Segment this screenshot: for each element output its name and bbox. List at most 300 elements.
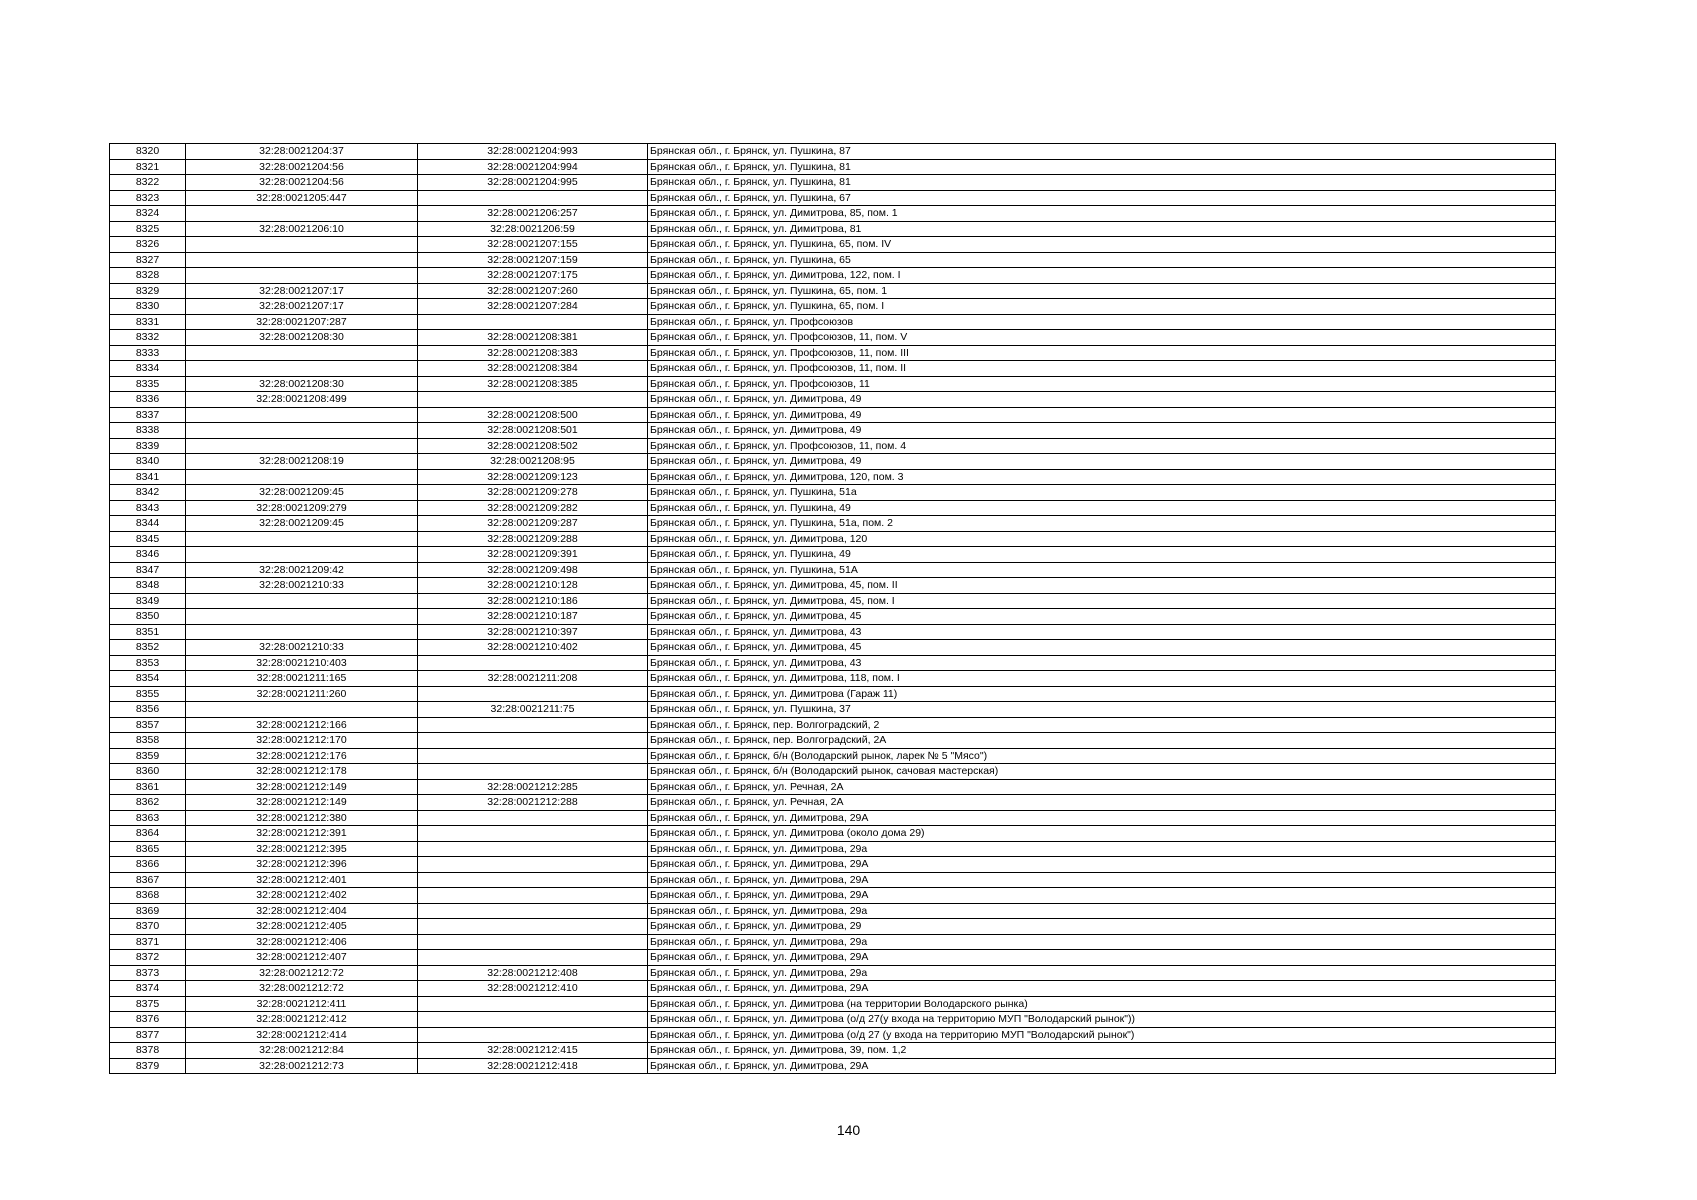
parcel-number-cell: 32:28:0021212:396 — [186, 857, 418, 873]
row-number-cell: 8333 — [110, 345, 186, 361]
table-row — [110, 531, 1556, 547]
row-number-cell: 8343 — [110, 500, 186, 516]
parcel-number-cell — [186, 531, 418, 547]
parcel-number-cell: 32:28:0021212:406 — [186, 934, 418, 950]
parcel-number-cell: 32:28:0021212:176 — [186, 748, 418, 764]
parcel-number-cell — [186, 423, 418, 439]
object-number-cell: 32:28:0021211:208 — [418, 671, 648, 687]
row-number-cell: 8350 — [110, 609, 186, 625]
parcel-number-cell: 32:28:0021212:414 — [186, 1027, 418, 1043]
address-cell: Брянская обл., г. Брянск, ул. Димитрова, 49 — [648, 407, 1556, 423]
parcel-number-cell: 32:28:0021207:17 — [186, 283, 418, 299]
table-row — [110, 1058, 1556, 1074]
object-number-cell: 32:28:0021207:175 — [418, 268, 648, 284]
object-number-cell — [418, 950, 648, 966]
address-cell: Брянская обл., г. Брянск, ул. Димитрова, 43 — [648, 655, 1556, 671]
address-cell: Брянская обл., г. Брянск, ул. Димитрова, 29А — [648, 950, 1556, 966]
table-row — [110, 795, 1556, 811]
address-cell: Брянская обл., г. Брянск, ул. Профсоюзов, 11, пом. V — [648, 330, 1556, 346]
address-cell: Брянская обл., г. Брянск, ул. Димитрова, 81 — [648, 221, 1556, 237]
table-row — [110, 717, 1556, 733]
address-cell: Брянская обл., г. Брянск, ул. Профсоюзов — [648, 314, 1556, 330]
row-number-cell: 8321 — [110, 159, 186, 175]
address-cell: Брянская обл., г. Брянск, ул. Димитрова, 118, пом. I — [648, 671, 1556, 687]
object-number-cell: 32:28:0021209:288 — [418, 531, 648, 547]
parcel-number-cell: 32:28:0021212:401 — [186, 872, 418, 888]
row-number-cell: 8373 — [110, 965, 186, 981]
object-number-cell: 32:28:0021210:187 — [418, 609, 648, 625]
address-cell: Брянская обл., г. Брянск, ул. Профсоюзов, 11, пом. 4 — [648, 438, 1556, 454]
parcel-number-cell: 32:28:0021212:166 — [186, 717, 418, 733]
parcel-number-cell: 32:28:0021210:33 — [186, 578, 418, 594]
parcel-number-cell: 32:28:0021212:149 — [186, 795, 418, 811]
address-cell: Брянская обл., г. Брянск, ул. Пушкина, 49 — [648, 500, 1556, 516]
parcel-number-cell: 32:28:0021204:56 — [186, 175, 418, 191]
parcel-number-cell: 32:28:0021205:447 — [186, 190, 418, 206]
table-row — [110, 345, 1556, 361]
table-row — [110, 175, 1556, 191]
parcel-number-cell: 32:28:0021208:499 — [186, 392, 418, 408]
table-row — [110, 407, 1556, 423]
parcel-number-cell — [186, 361, 418, 377]
object-number-cell: 32:28:0021208:500 — [418, 407, 648, 423]
address-cell: Брянская обл., г. Брянск, ул. Димитрова, 29а — [648, 903, 1556, 919]
table-row — [110, 996, 1556, 1012]
address-cell: Брянская обл., г. Брянск, ул. Димитрова, 49 — [648, 423, 1556, 439]
table-row — [110, 376, 1556, 392]
address-cell: Брянская обл., г. Брянск, ул. Димитрова (около дома 29) — [648, 826, 1556, 842]
table-row — [110, 252, 1556, 268]
table-row — [110, 423, 1556, 439]
object-number-cell: 32:28:0021204:994 — [418, 159, 648, 175]
parcel-number-cell: 32:28:0021212:178 — [186, 764, 418, 780]
row-number-cell: 8330 — [110, 299, 186, 315]
object-number-cell: 32:28:0021212:418 — [418, 1058, 648, 1074]
table-row — [110, 593, 1556, 609]
object-number-cell — [418, 826, 648, 842]
table-row — [110, 159, 1556, 175]
parcel-number-cell: 32:28:0021209:279 — [186, 500, 418, 516]
table-row — [110, 438, 1556, 454]
address-cell: Брянская обл., г. Брянск, ул. Профсоюзов, 11, пом. II — [648, 361, 1556, 377]
address-cell: Брянская обл., г. Брянск, ул. Димитрова, 49 — [648, 392, 1556, 408]
row-number-cell: 8351 — [110, 624, 186, 640]
parcel-number-cell: 32:28:0021212:380 — [186, 810, 418, 826]
address-cell: Брянская обл., г. Брянск, ул. Пушкина, 65, пом. IV — [648, 237, 1556, 253]
table-row — [110, 609, 1556, 625]
object-number-cell — [418, 857, 648, 873]
row-number-cell: 8325 — [110, 221, 186, 237]
row-number-cell: 8369 — [110, 903, 186, 919]
row-number-cell: 8362 — [110, 795, 186, 811]
row-number-cell: 8322 — [110, 175, 186, 191]
parcel-number-cell — [186, 624, 418, 640]
address-cell: Брянская обл., г. Брянск, ул. Димитрова (о/д 27(у входа на территорию МУП "Володарский рынок")) — [648, 1012, 1556, 1028]
parcel-number-cell: 32:28:0021212:73 — [186, 1058, 418, 1074]
row-number-cell: 8364 — [110, 826, 186, 842]
row-number-cell: 8324 — [110, 206, 186, 222]
address-cell: Брянская обл., г. Брянск, ул. Димитрова, 122, пом. I — [648, 268, 1556, 284]
object-number-cell — [418, 919, 648, 935]
object-number-cell: 32:28:0021204:995 — [418, 175, 648, 191]
address-cell: Брянская обл., г. Брянск, ул. Димитрова, 43 — [648, 624, 1556, 640]
row-number-cell: 8348 — [110, 578, 186, 594]
parcel-number-cell — [186, 268, 418, 284]
address-cell: Брянская обл., г. Брянск, ул. Димитрова, 85, пом. 1 — [648, 206, 1556, 222]
address-cell: Брянская обл., г. Брянск, ул. Димитрова, 29а — [648, 965, 1556, 981]
address-cell: Брянская обл., г. Брянск, пер. Волгоградский, 2 — [648, 717, 1556, 733]
parcel-number-cell: 32:28:0021208:30 — [186, 376, 418, 392]
parcel-number-cell: 32:28:0021212:411 — [186, 996, 418, 1012]
address-cell: Брянская обл., г. Брянск, ул. Димитрова, 29А — [648, 872, 1556, 888]
parcel-number-cell: 32:28:0021211:260 — [186, 686, 418, 702]
row-number-cell: 8320 — [110, 144, 186, 160]
object-number-cell: 32:28:0021209:498 — [418, 562, 648, 578]
table-row — [110, 748, 1556, 764]
table-row — [110, 872, 1556, 888]
table-row — [110, 144, 1556, 160]
object-number-cell — [418, 764, 648, 780]
parcel-number-cell: 32:28:0021207:287 — [186, 314, 418, 330]
table-row — [110, 826, 1556, 842]
parcel-number-cell — [186, 407, 418, 423]
parcel-number-cell — [186, 345, 418, 361]
parcel-number-cell: 32:28:0021207:17 — [186, 299, 418, 315]
address-cell: Брянская обл., г. Брянск, ул. Профсоюзов, 11, пом. III — [648, 345, 1556, 361]
object-number-cell — [418, 655, 648, 671]
object-number-cell: 32:28:0021208:95 — [418, 454, 648, 470]
parcel-number-cell: 32:28:0021210:403 — [186, 655, 418, 671]
table-row — [110, 516, 1556, 532]
address-cell: Брянская обл., г. Брянск, ул. Димитрова, 45 — [648, 640, 1556, 656]
row-number-cell: 8334 — [110, 361, 186, 377]
parcel-number-cell — [186, 469, 418, 485]
object-number-cell — [418, 934, 648, 950]
table-row — [110, 640, 1556, 656]
row-number-cell: 8336 — [110, 392, 186, 408]
parcel-number-cell: 32:28:0021212:149 — [186, 779, 418, 795]
table-row — [110, 330, 1556, 346]
address-cell: Брянская обл., г. Брянск, ул. Пушкина, 67 — [648, 190, 1556, 206]
object-number-cell: 32:28:0021207:260 — [418, 283, 648, 299]
address-cell: Брянская обл., г. Брянск, ул. Пушкина, 37 — [648, 702, 1556, 718]
row-number-cell: 8356 — [110, 702, 186, 718]
row-number-cell: 8326 — [110, 237, 186, 253]
row-number-cell: 8354 — [110, 671, 186, 687]
object-number-cell — [418, 888, 648, 904]
address-cell: Брянская обл., г. Брянск, ул. Пушкина, 65 — [648, 252, 1556, 268]
object-number-cell — [418, 314, 648, 330]
parcel-number-cell: 32:28:0021209:45 — [186, 516, 418, 532]
parcel-number-cell: 32:28:0021212:395 — [186, 841, 418, 857]
object-number-cell — [418, 1012, 648, 1028]
address-cell: Брянская обл., г. Брянск, б/н (Володарский рынок, ларек № 5 "Мясо") — [648, 748, 1556, 764]
row-number-cell: 8374 — [110, 981, 186, 997]
object-number-cell: 32:28:0021211:75 — [418, 702, 648, 718]
row-number-cell: 8335 — [110, 376, 186, 392]
row-number-cell: 8344 — [110, 516, 186, 532]
row-number-cell: 8323 — [110, 190, 186, 206]
object-number-cell: 32:28:0021206:59 — [418, 221, 648, 237]
table-row — [110, 686, 1556, 702]
row-number-cell: 8339 — [110, 438, 186, 454]
table-row — [110, 702, 1556, 718]
address-cell: Брянская обл., г. Брянск, ул. Пушкина, 65, пом. I — [648, 299, 1556, 315]
object-number-cell: 32:28:0021209:391 — [418, 547, 648, 563]
parcel-number-cell — [186, 206, 418, 222]
object-number-cell: 32:28:0021206:257 — [418, 206, 648, 222]
parcel-number-cell — [186, 237, 418, 253]
row-number-cell: 8366 — [110, 857, 186, 873]
parcel-number-cell: 32:28:0021212:84 — [186, 1043, 418, 1059]
row-number-cell: 8353 — [110, 655, 186, 671]
parcel-number-cell: 32:28:0021204:37 — [186, 144, 418, 160]
address-cell: Брянская обл., г. Брянск, ул. Димитрова, 29А — [648, 981, 1556, 997]
object-number-cell: 32:28:0021212:415 — [418, 1043, 648, 1059]
object-number-cell: 32:28:0021209:278 — [418, 485, 648, 501]
object-number-cell: 32:28:0021210:397 — [418, 624, 648, 640]
object-number-cell: 32:28:0021208:384 — [418, 361, 648, 377]
address-cell: Брянская обл., г. Брянск, ул. Димитрова, 120, пом. 3 — [648, 469, 1556, 485]
object-number-cell: 32:28:0021208:501 — [418, 423, 648, 439]
parcel-number-cell: 32:28:0021212:402 — [186, 888, 418, 904]
object-number-cell: 32:28:0021210:128 — [418, 578, 648, 594]
parcel-number-cell: 32:28:0021212:391 — [186, 826, 418, 842]
address-cell: Брянская обл., г. Брянск, ул. Пушкина, 51А — [648, 562, 1556, 578]
address-cell: Брянская обл., г. Брянск, ул. Димитрова, 120 — [648, 531, 1556, 547]
table-row — [110, 500, 1556, 516]
table-row — [110, 562, 1556, 578]
address-cell: Брянская обл., г. Брянск, ул. Димитрова, 29А — [648, 857, 1556, 873]
table-row — [110, 981, 1556, 997]
page-number: 140 — [836, 1122, 861, 1138]
row-number-cell: 8363 — [110, 810, 186, 826]
row-number-cell: 8372 — [110, 950, 186, 966]
address-cell: Брянская обл., г. Брянск, ул. Димитрова, 45, пом. I — [648, 593, 1556, 609]
parcel-number-cell: 32:28:0021206:10 — [186, 221, 418, 237]
parcel-number-cell: 32:28:0021209:45 — [186, 485, 418, 501]
row-number-cell: 8349 — [110, 593, 186, 609]
row-number-cell: 8360 — [110, 764, 186, 780]
row-number-cell: 8347 — [110, 562, 186, 578]
address-cell: Брянская обл., г. Брянск, пер. Волгоградский, 2А — [648, 733, 1556, 749]
table-row — [110, 392, 1556, 408]
row-number-cell: 8377 — [110, 1027, 186, 1043]
parcel-number-cell: 32:28:0021212:72 — [186, 965, 418, 981]
table-row — [110, 1012, 1556, 1028]
row-number-cell: 8367 — [110, 872, 186, 888]
table-row — [110, 299, 1556, 315]
object-number-cell: 32:28:0021207:284 — [418, 299, 648, 315]
table-row — [110, 237, 1556, 253]
table-row — [110, 469, 1556, 485]
row-number-cell: 8379 — [110, 1058, 186, 1074]
table-row — [110, 857, 1556, 873]
table-row — [110, 454, 1556, 470]
parcel-number-cell: 32:28:0021204:56 — [186, 159, 418, 175]
row-number-cell: 8371 — [110, 934, 186, 950]
property-table-body — [110, 144, 1556, 1074]
table-row — [110, 888, 1556, 904]
table-row — [110, 764, 1556, 780]
address-cell: Брянская обл., г. Брянск, б/н (Володарский рынок, сачовая мастерская) — [648, 764, 1556, 780]
table-row — [110, 314, 1556, 330]
address-cell: Брянская обл., г. Брянск, ул. Профсоюзов, 11 — [648, 376, 1556, 392]
address-cell: Брянская обл., г. Брянск, ул. Пушкина, 87 — [648, 144, 1556, 160]
table-row — [110, 268, 1556, 284]
address-cell: Брянская обл., г. Брянск, ул. Пушкина, 65, пом. 1 — [648, 283, 1556, 299]
address-cell: Брянская обл., г. Брянск, ул. Димитрова (Гараж 11) — [648, 686, 1556, 702]
parcel-number-cell: 32:28:0021208:19 — [186, 454, 418, 470]
table-row — [110, 624, 1556, 640]
address-cell: Брянская обл., г. Брянск, ул. Димитрова, 49 — [648, 454, 1556, 470]
address-cell: Брянская обл., г. Брянск, ул. Димитрова, 29 — [648, 919, 1556, 935]
row-number-cell: 8358 — [110, 733, 186, 749]
address-cell: Брянская обл., г. Брянск, ул. Пушкина, 51а — [648, 485, 1556, 501]
parcel-number-cell: 32:28:0021212:405 — [186, 919, 418, 935]
parcel-number-cell: 32:28:0021212:404 — [186, 903, 418, 919]
object-number-cell: 32:28:0021209:282 — [418, 500, 648, 516]
object-number-cell — [418, 903, 648, 919]
table-row — [110, 810, 1556, 826]
object-number-cell — [418, 810, 648, 826]
object-number-cell: 32:28:0021204:993 — [418, 144, 648, 160]
table-row — [110, 578, 1556, 594]
table-row — [110, 221, 1556, 237]
object-number-cell: 32:28:0021208:381 — [418, 330, 648, 346]
object-number-cell — [418, 841, 648, 857]
row-number-cell: 8331 — [110, 314, 186, 330]
parcel-number-cell — [186, 438, 418, 454]
object-number-cell — [418, 686, 648, 702]
row-number-cell: 8345 — [110, 531, 186, 547]
table-row — [110, 206, 1556, 222]
row-number-cell: 8337 — [110, 407, 186, 423]
object-number-cell — [418, 748, 648, 764]
table-row — [110, 950, 1556, 966]
parcel-number-cell — [186, 547, 418, 563]
address-cell: Брянская обл., г. Брянск, ул. Речная, 2А — [648, 795, 1556, 811]
address-cell: Брянская обл., г. Брянск, ул. Пушкина, 81 — [648, 175, 1556, 191]
row-number-cell: 8332 — [110, 330, 186, 346]
row-number-cell: 8376 — [110, 1012, 186, 1028]
row-number-cell: 8370 — [110, 919, 186, 935]
address-cell: Брянская обл., г. Брянск, ул. Димитрова, 29А — [648, 810, 1556, 826]
object-number-cell — [418, 996, 648, 1012]
table-row — [110, 1043, 1556, 1059]
row-number-cell: 8355 — [110, 686, 186, 702]
table-row — [110, 283, 1556, 299]
parcel-number-cell: 32:28:0021212:407 — [186, 950, 418, 966]
table-row — [110, 361, 1556, 377]
table-row — [110, 655, 1556, 671]
address-cell: Брянская обл., г. Брянск, ул. Димитрова, 29А — [648, 888, 1556, 904]
table-row — [110, 1027, 1556, 1043]
row-number-cell: 8352 — [110, 640, 186, 656]
address-cell: Брянская обл., г. Брянск, ул. Димитрова, 39, пом. 1,2 — [648, 1043, 1556, 1059]
parcel-number-cell — [186, 252, 418, 268]
row-number-cell: 8361 — [110, 779, 186, 795]
object-number-cell: 32:28:0021208:502 — [418, 438, 648, 454]
parcel-number-cell — [186, 609, 418, 625]
address-cell: Брянская обл., г. Брянск, ул. Димитрова, 29а — [648, 841, 1556, 857]
row-number-cell: 8365 — [110, 841, 186, 857]
row-number-cell: 8359 — [110, 748, 186, 764]
table-row — [110, 190, 1556, 206]
object-number-cell — [418, 1027, 648, 1043]
object-number-cell: 32:28:0021212:288 — [418, 795, 648, 811]
address-cell: Брянская обл., г. Брянск, ул. Димитрова (о/д 27 (у входа на территорию МУП "Володарский рынок") — [648, 1027, 1556, 1043]
object-number-cell: 32:28:0021210:402 — [418, 640, 648, 656]
table-row — [110, 903, 1556, 919]
table-row — [110, 934, 1556, 950]
parcel-number-cell: 32:28:0021208:30 — [186, 330, 418, 346]
row-number-cell: 8368 — [110, 888, 186, 904]
row-number-cell: 8346 — [110, 547, 186, 563]
table-row — [110, 485, 1556, 501]
row-number-cell: 8357 — [110, 717, 186, 733]
address-cell: Брянская обл., г. Брянск, ул. Димитрова, 29а — [648, 934, 1556, 950]
object-number-cell: 32:28:0021212:285 — [418, 779, 648, 795]
row-number-cell: 8341 — [110, 469, 186, 485]
parcel-number-cell: 32:28:0021212:412 — [186, 1012, 418, 1028]
row-number-cell: 8375 — [110, 996, 186, 1012]
table-row — [110, 733, 1556, 749]
address-cell: Брянская обл., г. Брянск, ул. Димитрова, 45 — [648, 609, 1556, 625]
parcel-number-cell: 32:28:0021210:33 — [186, 640, 418, 656]
object-number-cell: 32:28:0021209:123 — [418, 469, 648, 485]
row-number-cell: 8328 — [110, 268, 186, 284]
object-number-cell: 32:28:0021208:385 — [418, 376, 648, 392]
object-number-cell — [418, 392, 648, 408]
object-number-cell — [418, 190, 648, 206]
row-number-cell: 8378 — [110, 1043, 186, 1059]
table-row — [110, 965, 1556, 981]
row-number-cell: 8342 — [110, 485, 186, 501]
table-row — [110, 841, 1556, 857]
row-number-cell: 8329 — [110, 283, 186, 299]
object-number-cell: 32:28:0021208:383 — [418, 345, 648, 361]
object-number-cell — [418, 733, 648, 749]
object-number-cell: 32:28:0021212:410 — [418, 981, 648, 997]
address-cell: Брянская обл., г. Брянск, ул. Димитрова, 29А — [648, 1058, 1556, 1074]
object-number-cell: 32:28:0021207:155 — [418, 237, 648, 253]
address-cell: Брянская обл., г. Брянск, ул. Пушкина, 81 — [648, 159, 1556, 175]
object-number-cell: 32:28:0021207:159 — [418, 252, 648, 268]
address-cell: Брянская обл., г. Брянск, ул. Речная, 2А — [648, 779, 1556, 795]
table-row — [110, 779, 1556, 795]
table-row — [110, 671, 1556, 687]
parcel-number-cell: 32:28:0021212:72 — [186, 981, 418, 997]
row-number-cell: 8338 — [110, 423, 186, 439]
object-number-cell: 32:28:0021209:287 — [418, 516, 648, 532]
table-row — [110, 547, 1556, 563]
parcel-number-cell: 32:28:0021212:170 — [186, 733, 418, 749]
property-table — [109, 143, 1556, 1074]
object-number-cell — [418, 872, 648, 888]
address-cell: Брянская обл., г. Брянск, ул. Пушкина, 49 — [648, 547, 1556, 563]
parcel-number-cell: 32:28:0021211:165 — [186, 671, 418, 687]
row-number-cell: 8327 — [110, 252, 186, 268]
row-number-cell: 8340 — [110, 454, 186, 470]
object-number-cell: 32:28:0021212:408 — [418, 965, 648, 981]
parcel-number-cell — [186, 593, 418, 609]
table-row — [110, 919, 1556, 935]
parcel-number-cell: 32:28:0021209:42 — [186, 562, 418, 578]
parcel-number-cell — [186, 702, 418, 718]
address-cell: Брянская обл., г. Брянск, ул. Пушкина, 51а, пом. 2 — [648, 516, 1556, 532]
address-cell: Брянская обл., г. Брянск, ул. Димитрова, 45, пом. II — [648, 578, 1556, 594]
